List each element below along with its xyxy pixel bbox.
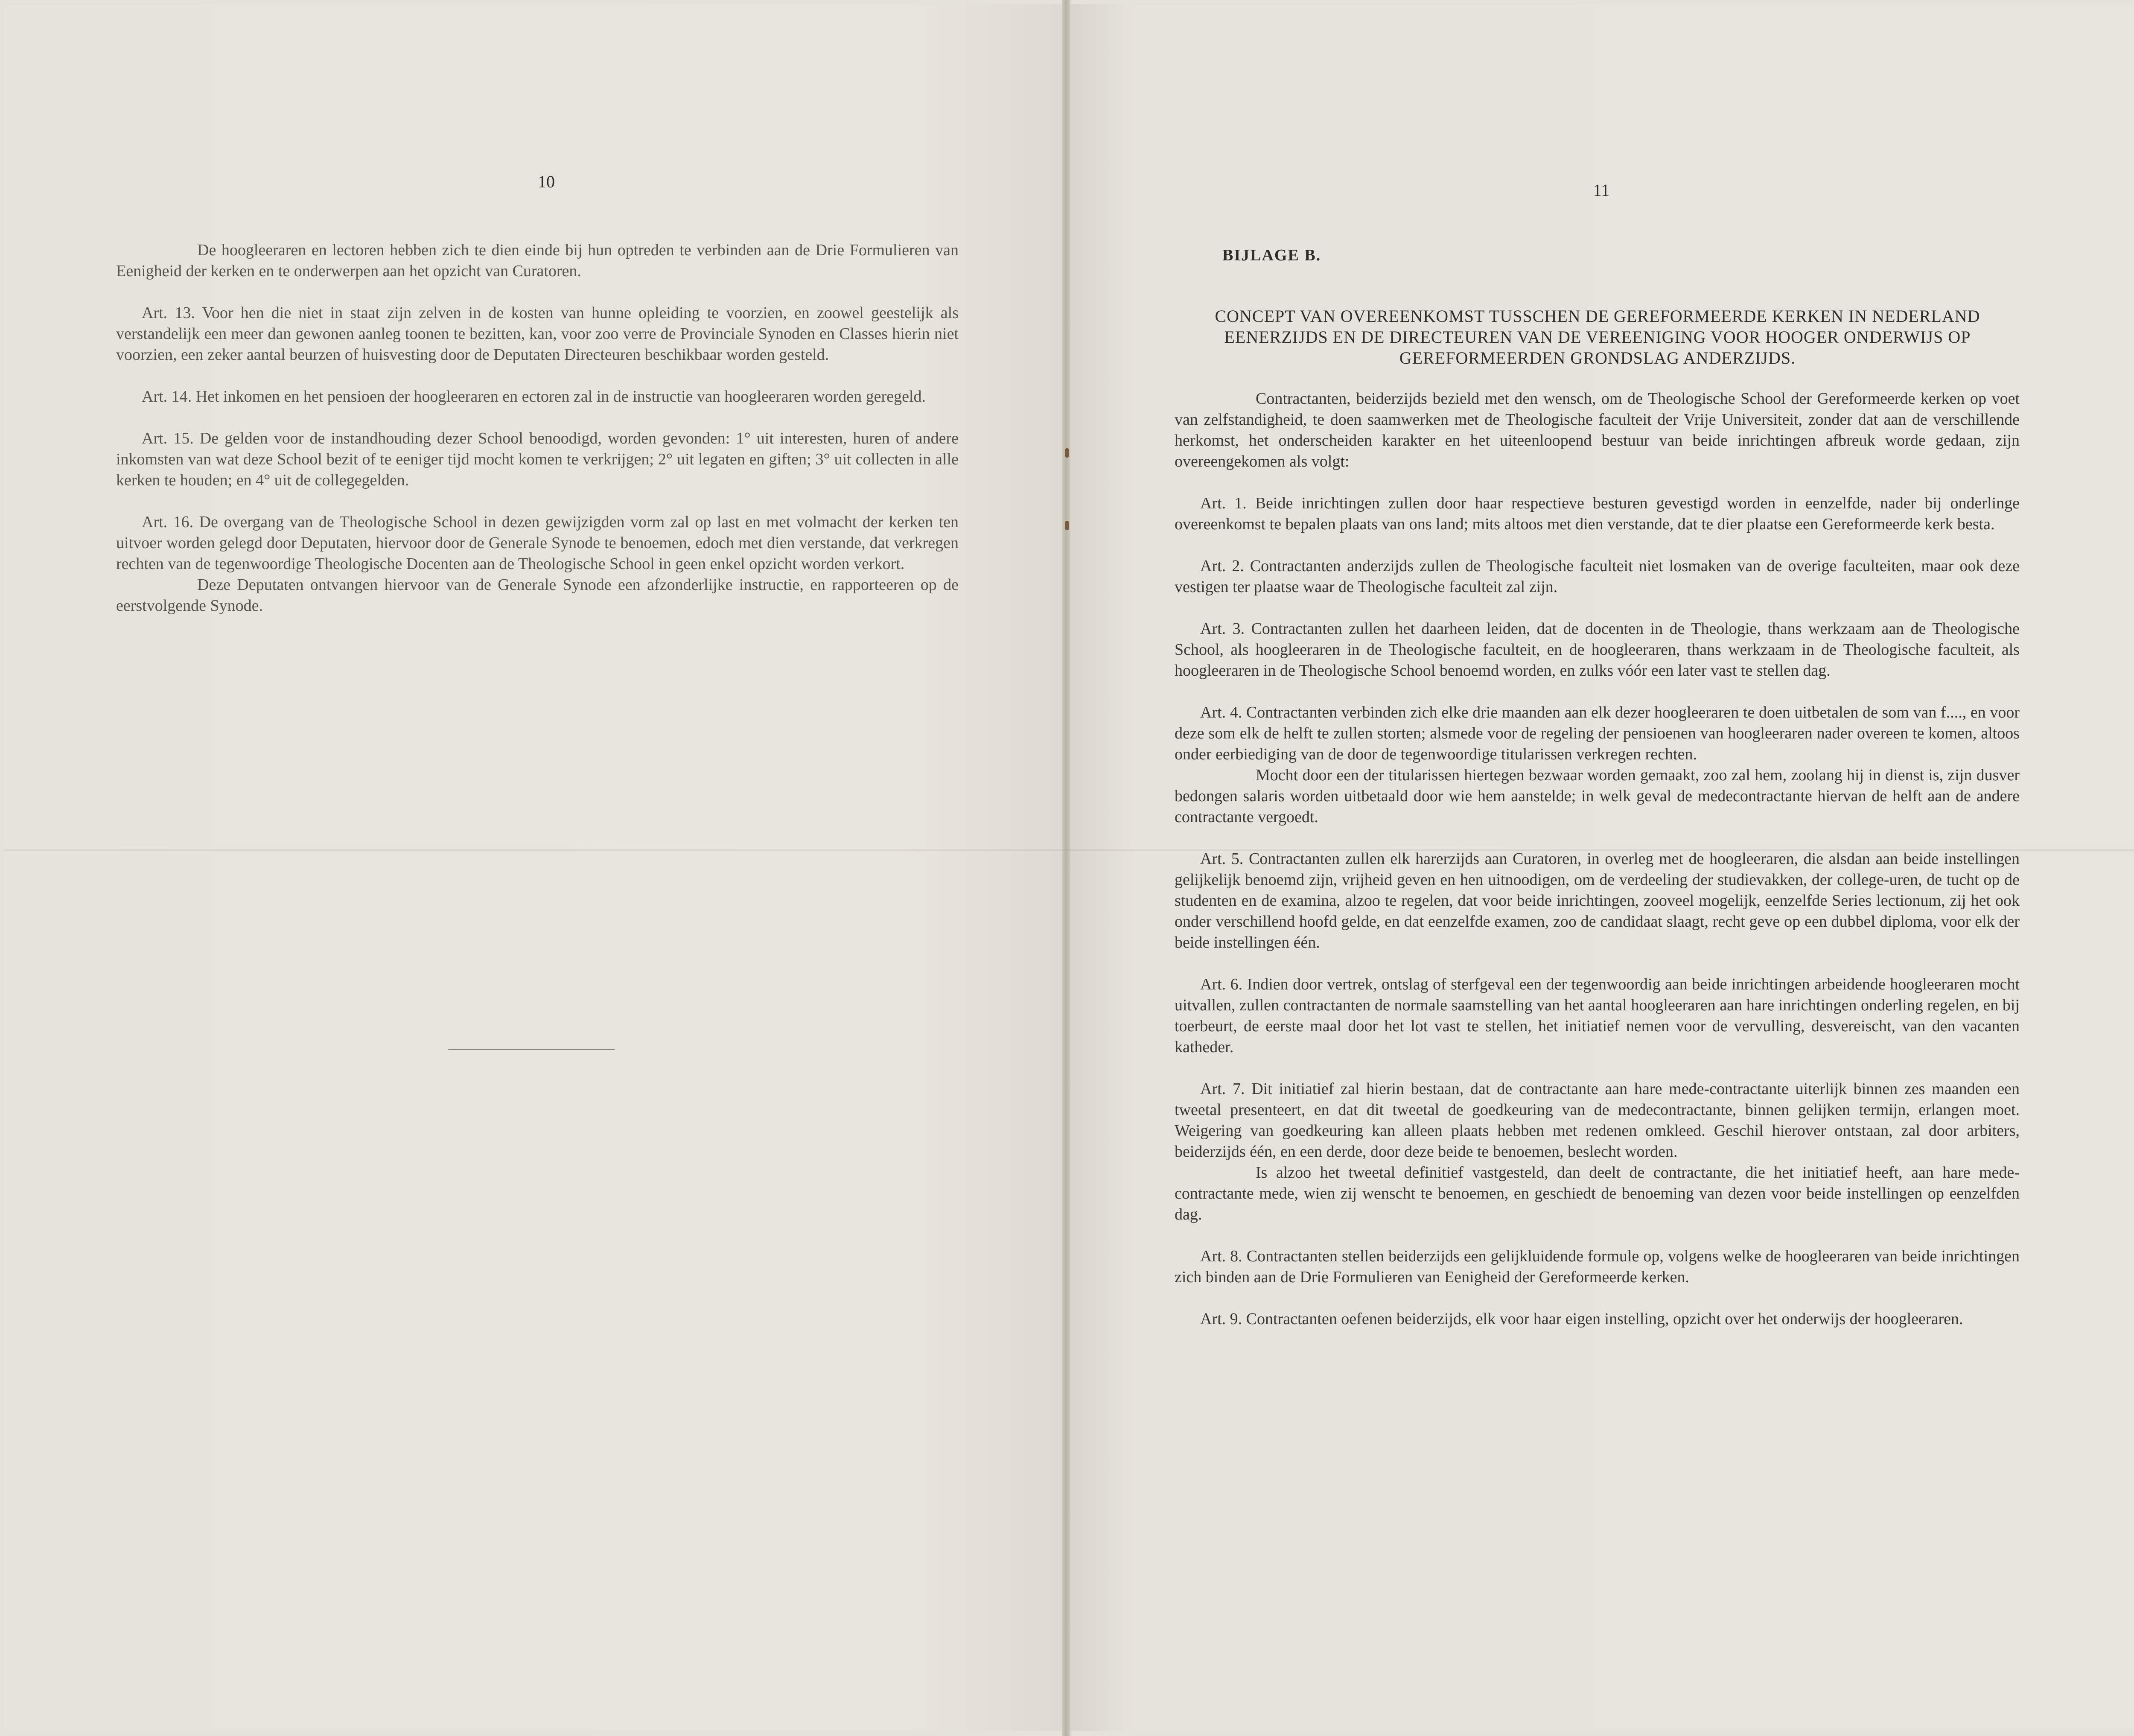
closing-rule [448,1049,615,1050]
book-gutter [1062,0,1070,1736]
paragraph: Is alzoo het tweetal definitief vastgesteld, dan deelt de contractante, die het initiatief heeft, aan hare mede-contractante mede, wien zij wenscht te benoemen, en geschiedt de benoeming van dezen voor beide instellingen op eenzelfden dag. [1175,1164,2020,1223]
paragraph: Art. 7. Dit initiatief zal hierin bestaan, dat de contractante aan hare mede-contractante uiterlijk binnen zes maanden een tweetal presenteert, en dat dit tweetal de goedkeuring van de medecontractante, binnen gelijken termijn, erlangen moet. Weigering van goedkeuring kan alleen plaats hebben met redenen omkleed. Geschil hierover ontstaan, zal door arbiters, beiderzijds één, en een derde, door deze beide te benoemen, beslecht worden. [1175,1080,2020,1161]
staple-mark [1065,448,1069,458]
paragraph: Art. 9. Contractanten oefenen beiderzijds, elk voor haar eigen instelling, opzicht over het onderwijs der hoogleeraren. [1200,1310,1963,1328]
left-page-body [116,240,959,637]
paragraph: Deze Deputaten ontvangen hiervoor van de Generale Synode een afzonderlijke instructie, en rapporteeren op de eerstvolgende Synode. [116,576,959,615]
paragraph: Art. 5. Contractanten zullen elk harerzijds aan Curatoren, in overleg met de hoogleeraren, die alsdan aan beide instellingen gelijkelijk benoemd zijn, vrijheid geven en hen uitnoodigen, om de verdeeling der studievakken, der college-uren, de tucht op de studenten en de examina, alzoo te regelen, dat voor beide inrichtingen, zooveel mogelijk, eenzelfde Series lectionum, zij het ook onder verschillend hoofd gelde, en dat eenzelfde examen, zoo de candidaat slaagt, recht geve op een dubbel diploma, voor elk der beide instellingen één. [1175,850,2020,951]
paragraph: Mocht door een der titularissen hiertegen bezwaar worden gemaakt, zoo zal hem, zoolang hij in dienst is, zijn dusver bedongen salaris worden uitbetaald door wie hem aanstelde; in welk geval de medecontractante hiervan de helft aan de andere contractante vergoedt. [1175,766,2020,826]
paragraph: Contractanten, beiderzijds bezield met den wensch, om de Theologische School der Gereformeerde kerken op voet van zelfstandigheid, te doen saamwerken met de Theologische faculteit der Vrije Universiteit, zonder dat aan de verschillende herkomst, het onderscheiden karakter en het uiteenloopend bestuur van beide inrichtingen afbreuk worde gedaan, zijn overeengekomen als volgt: [1175,390,2020,470]
left-page [4,4,1062,1731]
left-page-number: 10 [538,172,555,191]
paragraph: Art. 8. Contractanten stellen beiderzijds een gelijkluidende formule op, volgens welke de hoogleeraren van beide inrichtingen zich binden aan de Drie Formulieren van Eenigheid der Gereformeerde kerken. [1175,1247,2020,1286]
concept-title: CONCEPT VAN OVEREENKOMST TUSSCHEN DE GEREFORMEERDE KERKEN IN NEDERLAND EENERZIJDS EN DE DIRECTEUREN VAN DE VEREENIGING VOOR HOOGER ONDERWIJS OP GEREFORMEERDEN GRONDSLAG ANDERZIJDS. [1215,306,1980,368]
right-page [1070,4,2134,1731]
right-page-body [1175,388,2020,1351]
paper-fold [4,849,2134,851]
paragraph: Art. 14. Het inkomen en het pensioen der hoogleeraren en ectoren zal in de instructie van hoogleeraren worden geregeld. [142,388,926,406]
right-page-number: 11 [1593,181,1610,200]
staple-mark [1065,521,1069,530]
paragraph: De hoogleeraren en lectoren hebben zich te dien einde bij hun optreden te verbinden aan de Drie Formulieren van Eenigheid der kerken en te onderwerpen aan het opzicht van Curatoren. [116,241,959,280]
annex-label: BIJLAGE B. [1222,246,1321,264]
paragraph: Art. 3. Contractanten zullen het daarheen leiden, dat de docenten in de Theologie, thans werkzaam aan de Theologische School, als hoogleeraren in de Theologische faculteit, en de hoogleeraren, thans werkzaam in de Theologische faculteit, als hoogleeraren in de Theologische School benoemd worden, en zulks vóór een later vast te stellen dag. [1175,620,2020,680]
paragraph: Art. 2. Contractanten anderzijds zullen de Theologische faculteit niet losmaken van de overige faculteiten, maar ook deze vestigen ter plaatse waar de Theologische faculteit zal zijn. [1175,557,2020,596]
paragraph: Art. 1. Beide inrichtingen zullen door haar respectieve besturen gevestigd worden in eenzelfde, nader bij onderlinge overeenkomst te bepalen plaats van ons land; mits altoos met dien verstande, dat te dier plaatse een Gereformeerde kerk besta. [1175,494,2020,533]
paragraph: Art. 4. Contractanten verbinden zich elke drie maanden aan elk dezer hoogleeraren te doen uitbetalen de som van f...., en voor deze som elk de helft te zullen storten; alsmede voor de regeling der pensioenen van hoogleeraren nader overeen te komen, altoos onder eerbiediging van de door de tegenwoordige titularissen verkregen rechten. [1175,703,2020,763]
paragraph: Art. 15. De gelden voor de instandhouding dezer School benoodigd, worden gevonden: 1° uit interesten, huren of andere inkomsten van wat deze School bezit of te eeniger tijd mocht komen te verkrijgen; 2° uit legaten en giften; 3° uit collecten in alle kerken te houden; en 4° uit de collegegelden. [116,429,959,489]
paragraph: Art. 13. Voor hen die niet in staat zijn zelven in de kosten van hunne opleiding te voorzien, en zoowel geestelijk als verstandelijk een meer dan gewonen aanleg toonen te bezitten, kan, voor zoo verre de Provinciale Synoden en Classes hierin niet voorzien, een zeker aantal beurzen of huisvesting door de Deputaten Directeuren beschikbaar worden gesteld. [116,304,959,364]
paragraph: Art. 16. De overgang van de Theologische School in dezen gewijzigden vorm zal op last en met volmacht der kerken ten uitvoer worden gelegd door Deputaten, hiervoor door de Generale Synode te benoemen, edoch met dien verstande, dat verkregen rechten van de tegenwoordige Theologische Docenten aan de Theologische School in geen enkel opzicht worden verkort. [116,513,959,573]
paragraph: Art. 6. Indien door vertrek, ontslag of sterfgeval een der tegenwoordig aan beide inrichtingen arbeidende hoogleeraren mocht uitvallen, zullen contractanten de normale saamstelling van het aantal hoogleeraren aan hare inrichtingen onderling regelen, en bij toerbeurt, de eerste maal door het lot vast te stellen, het initiatief nemen voor de vervulling, desvereischt, van den vacanten katheder. [1175,975,2020,1056]
